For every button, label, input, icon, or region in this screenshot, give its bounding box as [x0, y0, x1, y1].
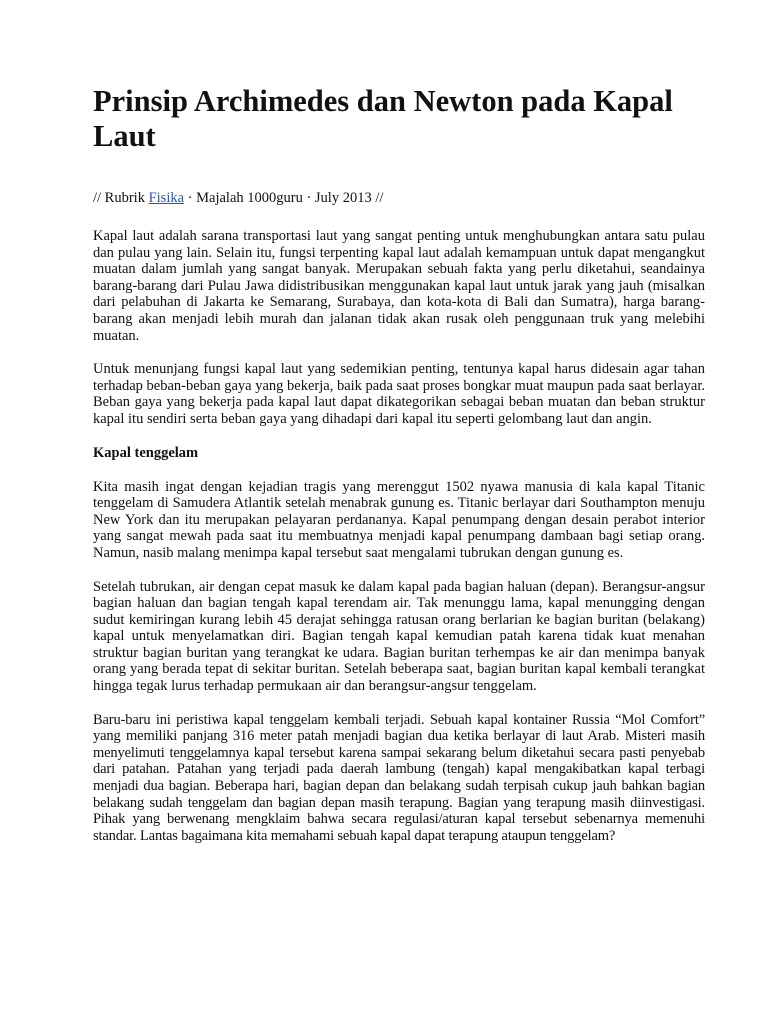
- article-byline: [93, 189, 705, 208]
- section-paragraph-3: Baru-baru ini peristiwa kapal tenggelam kembali terjadi. Sebuah kapal kontainer Russia “Mol Comfort” yang memiliki panjang 316 meter patah menjadi bagian dua ketika berlayar di laut Arab. Misteri masih menyelimuti tenggelamnya kapal tersebut karena sampai sekarang belum diketahui secara pasti penyebab dari patahan. Patahan yang terjadi pada daerah lambung (tengah) kapal mengakibatkan kapal terbagi menjadi dua bagian. Beberapa hari, bagian depan dan belakang sudah terpisah cukup jauh bahkan bagian belakang sudah tenggelam dan bagian depan masih terapung. Bagian yang terapung masih diinvestigasi. Pihak yang berwenang mengklaim bahwa secara regulasi/aturan kapal tersebut sebenarnya memenuhi standar. Lantas bagaimana kita memahami sebuah kapal dapat terapung ataupun tenggelam?: [93, 711, 705, 844]
- intro-paragraph-1: Kapal laut adalah sarana transportasi laut yang sangat penting untuk menghubungkan antara satu pulau dan pulau yang lain. Selain itu, fungsi terpenting kapal laut adalah kemampuan untuk dapat mengangkut muatan dalam jumlah yang sangat banyak. Merupakan sebuah fakta yang perlu diketahui, seandainya barang-barang dari Pulau Jawa didistribusikan menggunakan kapal laut untuk jarak yang jauh (misalkan dari pelabuhan di Jakarta ke Semarang, Surabaya, dan kota-kota di Bali dan Sumatra), harga barang-barang akan menjadi lebih murah dan jalanan tidak akan rusak oleh penggunaan truk yang melebihi muatan.: [93, 228, 705, 344]
- byline-prefix: // Rubrik: [93, 190, 149, 206]
- byline-suffix: · Majalah 1000guru · July 2013 //: [184, 190, 384, 206]
- intro-paragraph-2: Untuk menunjang fungsi kapal laut yang sedemikian penting, tentunya kapal harus didesain agar tahan terhadap beban-beban gaya yang bekerja, baik pada saat proses bongkar muat maupun pada saat berlayar. Beban gaya yang bekerja pada kapal laut dapat dikategorikan sebagai beban muatan dan beban struktur kapal itu sendiri serta beban gaya yang dihadapi dari kapal itu seperti gelombang laut dan angin.: [93, 361, 705, 427]
- article-title: Prinsip Archimedes dan Newton pada Kapal Laut: [93, 84, 673, 153]
- document-page: [93, 84, 705, 861]
- section-paragraph-1: Kita masih ingat dengan kejadian tragis yang merenggut 1502 nyawa manusia di kala kapal Titanic tenggelam di Samudera Atlantik setelah menabrak gunung es. Titanic berlayar dari Southampton menuju New York dan itu merupakan pelayaran perdananya. Kapal penumpang dengan desain perabot interior yang sangat mewah pada saat itu membuatnya menjadi kapal penumpang dambaan bagi setiap orang. Namun, nasib malang menimpa kapal tersebut saat mengalami tubrukan dengan gunung es.: [93, 478, 705, 561]
- section-heading: Kapal tenggelam: [93, 444, 199, 461]
- section-paragraph-2: Setelah tubrukan, air dengan cepat masuk ke dalam kapal pada bagian haluan (depan). Berangsur-angsur bagian haluan dan bagian tengah kapal terendam air. Tak menunggu lama, kapal menungging dengan sudut kemiringan kurang lebih 45 derajat sehingga ratusan orang berlarian ke bagian buritan (belakang) kapal untuk menyelamatkan diri. Bagian tengah kapal kemudian patah karena tidak kuat menahan struktur bagian buritan yang terangkat ke udara. Bagian buritan terhempas ke air dan menimpa banyak orang yang berada tepat di sekitar buritan. Setelah beberapa saat, bagian buritan kapal kembali terangkat hingga tegak lurus terhadap permukaan air dan berangsur-angsur tenggelam.: [93, 578, 705, 695]
- category-link-fisika[interactable]: Fisika: [148, 190, 185, 206]
